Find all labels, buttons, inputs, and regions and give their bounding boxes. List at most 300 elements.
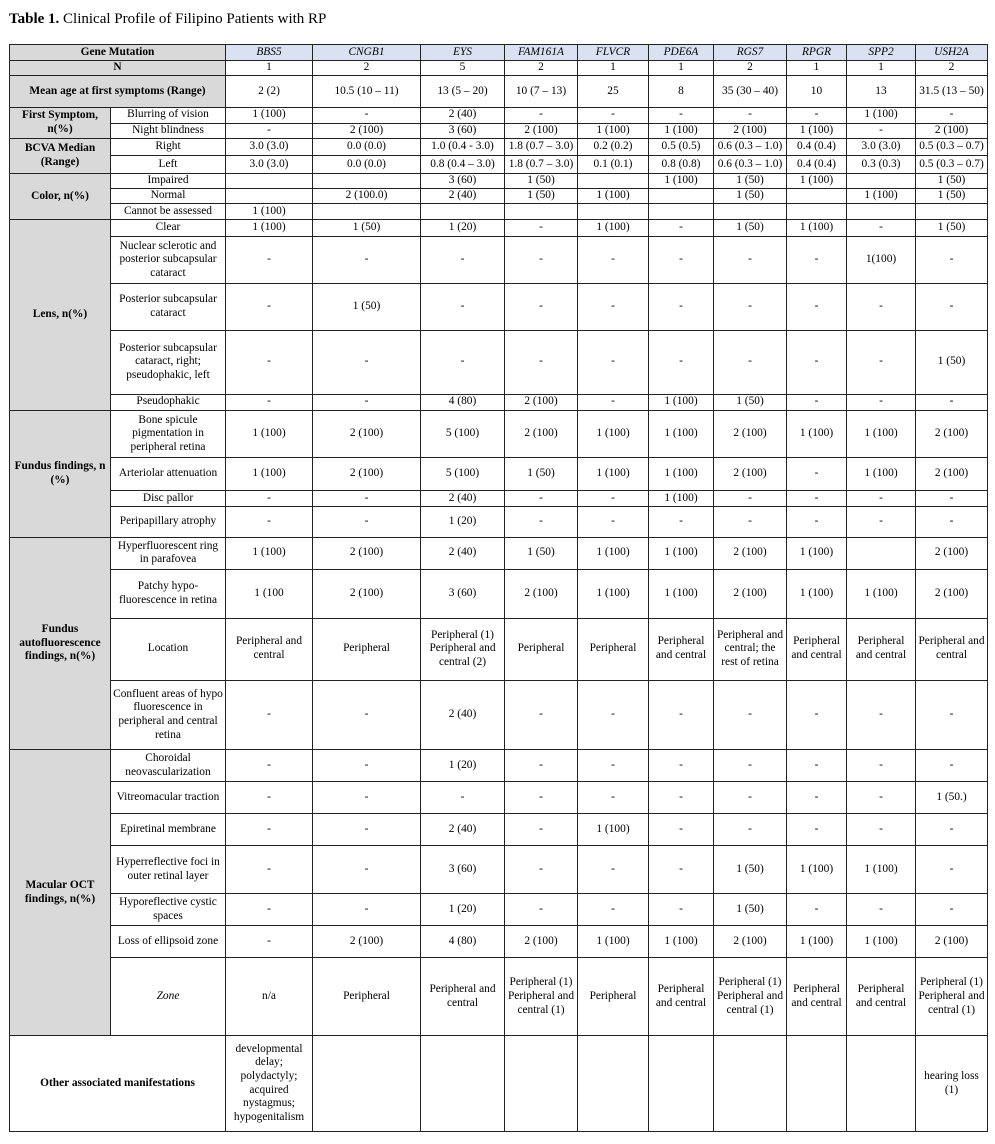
table-cell: - (578, 781, 649, 813)
table-cell: 1 (100) (649, 490, 714, 506)
table-row (10, 220, 988, 237)
row-label-cannot-be-assessed: Cannot be assessed (111, 203, 226, 219)
table-cell: 1 (100) (649, 410, 714, 458)
table-cell: 2 (100) (916, 123, 988, 138)
table-cell: - (313, 750, 421, 781)
table-cell (505, 1036, 578, 1132)
row-label-vitreomacular-traction: Vitreomacular traction (111, 781, 226, 813)
table-cell: - (313, 394, 421, 410)
table-cell: - (787, 458, 847, 490)
table-cell (787, 203, 847, 219)
table-cell: 1 (100) (226, 203, 313, 219)
table-cell: - (505, 220, 578, 237)
table-cell: 1 (50) (714, 394, 787, 410)
table-cell: Peripheral (505, 618, 578, 680)
table-cell: 2 (40) (421, 680, 505, 750)
table-cell (649, 1036, 714, 1132)
table-cell: - (505, 490, 578, 506)
table-cell: 2 (40) (421, 107, 505, 123)
table-cell: - (505, 781, 578, 813)
table-cell: - (578, 237, 649, 284)
table-caption (9, 11, 326, 28)
table-cell: 2 (40) (421, 188, 505, 203)
table-cell: - (847, 781, 916, 813)
table-cell: - (916, 490, 988, 506)
row-label-peripapillary-atrophy: Peripapillary atrophy (111, 507, 226, 537)
table-cell: 1 (20) (421, 894, 505, 925)
table-cell: 2 (100) (916, 925, 988, 957)
table-cell: 1 (100) (787, 173, 847, 188)
table-cell: Peripheral (1) Peripheral and central (2) (421, 618, 505, 680)
table-cell (313, 1036, 421, 1132)
table-cell (649, 188, 714, 203)
table-cell: - (649, 781, 714, 813)
table-cell: 2 (505, 61, 578, 76)
table-cell: - (714, 284, 787, 331)
table-row (10, 237, 988, 284)
table-cell: - (847, 507, 916, 537)
row-label-posterior-subcapsular-cataract: Posterior subcapsular cataract (111, 284, 226, 331)
table-cell: - (313, 490, 421, 506)
table-cell: - (421, 330, 505, 394)
table-cell: - (649, 237, 714, 284)
table-cell (847, 203, 916, 219)
table-cell: 2 (100) (916, 569, 988, 618)
table-cell: 0.5 (0.3 – 0.7) (916, 139, 988, 156)
table-row (10, 814, 988, 845)
group-label-first-symptom-n: First Symptom, n(%) (10, 107, 111, 138)
row-label-patchy-hypo-fluorescence-in-retina: Patchy hypo-fluorescence in retina (111, 569, 226, 618)
table-cell: - (649, 507, 714, 537)
table-cell: 5 (100) (421, 410, 505, 458)
table-cell: Peripheral (1) Peripheral and central (1) (916, 958, 988, 1036)
table-cell: 1 (50) (313, 284, 421, 331)
table-cell: - (847, 894, 916, 925)
table-cell: 3 (60) (421, 123, 505, 138)
table-cell (787, 1036, 847, 1132)
table-cell (421, 1036, 505, 1132)
table-cell: 0.8 (0.8) (649, 156, 714, 173)
table-cell: 1 (226, 61, 313, 76)
group-label-fundus-findings-n: Fundus findings, n (%) (10, 410, 111, 537)
table-cell: 3 (60) (421, 569, 505, 618)
table-cell: 2 (100) (505, 123, 578, 138)
table-cell: 1 (100) (649, 394, 714, 410)
table-cell: 3.0 (3.0) (847, 139, 916, 156)
table-cell: - (226, 284, 313, 331)
table-cell: 1 (100) (649, 569, 714, 618)
table-cell: - (313, 845, 421, 894)
table-cell: - (578, 680, 649, 750)
table-cell: - (421, 781, 505, 813)
table-cell: - (714, 750, 787, 781)
table-cell: - (714, 507, 787, 537)
table-cell (313, 203, 421, 219)
table-cell: - (787, 894, 847, 925)
table-cell: 2 (100) (916, 458, 988, 490)
group-label-lens-n: Lens, n(%) (10, 220, 111, 411)
table-cell (847, 173, 916, 188)
table-cell (578, 1036, 649, 1132)
table-cell: - (578, 894, 649, 925)
table-cell: - (226, 507, 313, 537)
table-cell: 1 (100) (787, 569, 847, 618)
table-cell: 2 (2) (226, 76, 313, 107)
table-cell: 2 (100) (916, 537, 988, 569)
table-cell: 1.8 (0.7 – 3.0) (505, 156, 578, 173)
table-cell: - (226, 925, 313, 957)
table-cell: - (787, 237, 847, 284)
table-cell: 2 (100.0) (313, 188, 421, 203)
table-cell: 2 (40) (421, 814, 505, 845)
table-cell: 2 (100) (714, 123, 787, 138)
table-cell: - (578, 750, 649, 781)
table-cell: - (649, 330, 714, 394)
table-cell: Peripheral (578, 618, 649, 680)
table-cell: - (714, 814, 787, 845)
table-cell: - (313, 237, 421, 284)
gene-mutation-header: Gene Mutation (10, 45, 226, 61)
table-cell: - (847, 490, 916, 506)
table-row (10, 139, 988, 156)
table-cell: - (916, 750, 988, 781)
gene-header: SPP2 (847, 45, 916, 61)
table-cell: - (226, 330, 313, 394)
table-cell: 1 (100) (578, 537, 649, 569)
group-label-color-n: Color, n(%) (10, 173, 111, 220)
row-label-nuclear-sclerotic-and-posterior-subcapsular-cataract: Nuclear sclerotic and posterior subcapsular cataract (111, 237, 226, 284)
table-cell (714, 1036, 787, 1132)
table-caption-text: Clinical Profile of Filipino Patients with RP (59, 11, 327, 27)
row-label-loss-of-ellipsoid-zone: Loss of ellipsoid zone (111, 925, 226, 957)
table-cell: Peripheral and central (916, 618, 988, 680)
table-row (10, 781, 988, 813)
table-cell: 4 (80) (421, 925, 505, 957)
table-cell: Peripheral and central (649, 958, 714, 1036)
gene-header: RPGR (787, 45, 847, 61)
table-cell: 1 (100) (649, 173, 714, 188)
table-cell: 35 (30 – 40) (714, 76, 787, 107)
table-cell: - (847, 394, 916, 410)
table-cell: 3.0 (3.0) (226, 156, 313, 173)
table-cell: 2 (100) (313, 458, 421, 490)
group-label-fundus-autofluorescence-findings-n: Fundus autofluorescence findings, n(%) (10, 537, 111, 750)
table-cell: 2 (714, 61, 787, 76)
table-cell: - (649, 220, 714, 237)
table-cell: 1 (100) (847, 569, 916, 618)
table-cell: - (226, 680, 313, 750)
table-cell: - (505, 330, 578, 394)
table-cell: 1 (50) (505, 173, 578, 188)
table-row (10, 845, 988, 894)
table-cell: - (505, 750, 578, 781)
table-caption-label: Table 1. (9, 11, 60, 27)
table-cell: 1 (100) (226, 458, 313, 490)
table-cell: - (226, 237, 313, 284)
table-cell: 1 (50) (916, 173, 988, 188)
row-label-bone-spicule-pigmentation-in-peripheral-retina: Bone spicule pigmentation in peripheral retina (111, 410, 226, 458)
table-cell: 1 (100) (847, 410, 916, 458)
table-cell: 8 (649, 76, 714, 107)
table-cell: 2 (100) (505, 925, 578, 957)
table-cell (787, 188, 847, 203)
table-cell (226, 188, 313, 203)
table-cell: - (916, 284, 988, 331)
table-cell (313, 173, 421, 188)
group-label-bcva-median-range: BCVA Median (Range) (10, 139, 111, 173)
table-cell: - (916, 845, 988, 894)
table-cell: Peripheral and central (787, 958, 847, 1036)
table-cell: 2 (100) (313, 569, 421, 618)
table-cell: 2 (916, 61, 988, 76)
table-cell: 1 (100) (226, 410, 313, 458)
table-row (10, 203, 988, 219)
table-cell: 1 (100) (649, 123, 714, 138)
table-cell: 25 (578, 76, 649, 107)
table-cell: - (847, 680, 916, 750)
table-cell: 1 (50) (313, 220, 421, 237)
table-cell (421, 203, 505, 219)
table-cell: - (578, 845, 649, 894)
table-cell: - (313, 507, 421, 537)
table-cell: 1 (50) (505, 188, 578, 203)
row-label-hyporeflective-cystic-spaces: Hyporeflective cystic spaces (111, 894, 226, 925)
table-cell: - (916, 507, 988, 537)
table-body (10, 61, 988, 1132)
table-cell: 0.5 (0.5) (649, 139, 714, 156)
table-row (10, 925, 988, 957)
n-row (10, 61, 988, 76)
row-label-hyperfluorescent-ring-in-parafovea: Hyperfluorescent ring in parafovea (111, 537, 226, 569)
table-cell: 1 (100) (787, 925, 847, 957)
table-cell: 1 (20) (421, 220, 505, 237)
table-cell: - (916, 394, 988, 410)
table-cell: Peripheral (313, 958, 421, 1036)
table-cell: 2 (100) (714, 458, 787, 490)
table-cell: - (714, 680, 787, 750)
table-row (10, 618, 988, 680)
table-cell: 3 (60) (421, 173, 505, 188)
table-cell: - (578, 330, 649, 394)
table-cell: - (505, 507, 578, 537)
table-cell: 1 (100) (578, 925, 649, 957)
table-cell: - (714, 107, 787, 123)
table-cell: 1 (100) (226, 107, 313, 123)
row-label-arteriolar-attenuation: Arteriolar attenuation (111, 458, 226, 490)
table-cell: - (787, 394, 847, 410)
table-cell: - (787, 284, 847, 331)
table-cell (847, 537, 916, 569)
table-cell: - (505, 894, 578, 925)
table-cell: - (505, 237, 578, 284)
table-cell: 2 (100) (714, 569, 787, 618)
table-cell: - (714, 490, 787, 506)
table-cell: 1 (50) (916, 330, 988, 394)
table-cell: Peripheral (313, 618, 421, 680)
table-row (10, 458, 988, 490)
table-cell: - (313, 107, 421, 123)
table-cell: 2 (100) (505, 410, 578, 458)
table-cell: 1 (100) (847, 458, 916, 490)
table-cell: - (226, 814, 313, 845)
table-cell: 2 (100) (714, 537, 787, 569)
table-cell: 1 (50) (505, 458, 578, 490)
table-cell: - (313, 330, 421, 394)
table-cell: - (313, 680, 421, 750)
table-cell: 1 (100) (787, 220, 847, 237)
table-cell: 4 (80) (421, 394, 505, 410)
table-cell: - (313, 814, 421, 845)
table-cell: - (787, 814, 847, 845)
table-cell: - (714, 237, 787, 284)
table-cell: 1 (100) (847, 925, 916, 957)
table-cell: - (313, 781, 421, 813)
table-cell: Peripheral (578, 958, 649, 1036)
table-cell (714, 203, 787, 219)
table-row (10, 156, 988, 173)
table-cell: - (578, 284, 649, 331)
table-cell: 10 (7 – 13) (505, 76, 578, 107)
table-row (10, 958, 988, 1036)
table-cell: 1 (100) (578, 814, 649, 845)
table-cell: 1 (50.) (916, 781, 988, 813)
table-row (10, 894, 988, 925)
table-cell: 2 (313, 61, 421, 76)
table-cell (578, 203, 649, 219)
row-label-posterior-subcapsular-cataract-right-pseudophakic-left: Posterior subcapsular cataract, right; pseudophakic, left (111, 330, 226, 394)
table-cell: Peripheral and central (649, 618, 714, 680)
table-cell: 2 (100) (313, 410, 421, 458)
table-cell: 1 (787, 61, 847, 76)
table-cell: - (787, 781, 847, 813)
table-cell: - (787, 490, 847, 506)
gene-header: EYS (421, 45, 505, 61)
table-cell: 5 (100) (421, 458, 505, 490)
table-cell: - (714, 330, 787, 394)
table-cell: 0.0 (0.0) (313, 139, 421, 156)
table-cell (649, 203, 714, 219)
table-cell: - (649, 845, 714, 894)
n-label: N (10, 61, 226, 76)
table-cell: 2 (40) (421, 490, 505, 506)
table-cell: 2 (100) (714, 410, 787, 458)
table-cell: 2 (100) (313, 537, 421, 569)
row-label-hyperreflective-foci-in-outer-retinal-layer: Hyperreflective foci in outer retinal layer (111, 845, 226, 894)
table-row (10, 330, 988, 394)
table-cell: - (421, 237, 505, 284)
table-cell: 0.8 (0.4 – 3.0) (421, 156, 505, 173)
table-row (10, 1036, 988, 1132)
table-cell: - (226, 394, 313, 410)
table-row (10, 284, 988, 331)
table-cell: - (578, 107, 649, 123)
table-cell: 1 (649, 61, 714, 76)
table-cell: 1 (100) (787, 537, 847, 569)
row-label-clear: Clear (111, 220, 226, 237)
group-label-macular-oct-findings-n: Macular OCT findings, n(%) (10, 750, 111, 1036)
table-cell: - (787, 507, 847, 537)
table-row (10, 569, 988, 618)
table-cell: 13 (5 – 20) (421, 76, 505, 107)
table-cell: - (847, 284, 916, 331)
table-cell: 0.3 (0.3) (847, 156, 916, 173)
table-cell: - (505, 814, 578, 845)
table-cell: 2 (100) (714, 925, 787, 957)
row-label-confluent-areas-of-hypo-fluorescence-in-peripheral-and-central-retina: Confluent areas of hypo fluorescence in peripheral and central retina (111, 680, 226, 750)
table-cell: 1 (100) (578, 410, 649, 458)
table-cell: 1 (100 (226, 569, 313, 618)
table-cell: 1 (100) (847, 107, 916, 123)
table-cell: - (916, 894, 988, 925)
table-cell: - (649, 894, 714, 925)
table-cell: Peripheral and central (226, 618, 313, 680)
table-cell: 1 (100) (649, 925, 714, 957)
table-cell: - (847, 814, 916, 845)
gene-header: FLVCR (578, 45, 649, 61)
table-cell: - (787, 680, 847, 750)
table-cell: 2 (100) (313, 123, 421, 138)
table-cell: 0.0 (0.0) (313, 156, 421, 173)
table-cell: 1 (20) (421, 507, 505, 537)
table-cell: 1 (100) (787, 123, 847, 138)
table-cell: - (916, 680, 988, 750)
table-row (10, 394, 988, 410)
table-cell: 1 (100) (578, 569, 649, 618)
group-label-mean-age-at-first-symptoms-range: Mean age at first symptoms (Range) (10, 76, 226, 107)
table-cell: hearing loss (1) (916, 1036, 988, 1132)
table-cell: 3 (60) (421, 845, 505, 894)
row-label-normal: Normal (111, 188, 226, 203)
table-cell: 10.5 (10 – 11) (313, 76, 421, 107)
table-cell: Peripheral and central (421, 958, 505, 1036)
table-cell: Peripheral and central (847, 958, 916, 1036)
table-cell: - (505, 107, 578, 123)
table-cell (226, 173, 313, 188)
table-row (10, 750, 988, 781)
table-cell: Peripheral and central (787, 618, 847, 680)
table-cell: 0.6 (0.3 – 1.0) (714, 139, 787, 156)
gene-header: PDE6A (649, 45, 714, 61)
table-cell: 2 (100) (505, 394, 578, 410)
table-cell: 1 (100) (226, 220, 313, 237)
table-cell: 2 (100) (916, 410, 988, 458)
table-row (10, 76, 988, 107)
table-row (10, 490, 988, 506)
table-cell: 1.8 (0.7 – 3.0) (505, 139, 578, 156)
table-cell: 1 (50) (505, 537, 578, 569)
group-label-other-associated-manifestations: Other associated manifestations (10, 1036, 226, 1132)
table-cell (578, 173, 649, 188)
table-cell: - (578, 394, 649, 410)
table-cell: - (421, 284, 505, 331)
table-cell: developmental delay; polydactyly; acquired nystagmus; hypogenitalism (226, 1036, 313, 1132)
table-cell: - (649, 284, 714, 331)
table-cell: - (714, 781, 787, 813)
row-label-disc-pallor: Disc pallor (111, 490, 226, 506)
table-cell: - (649, 107, 714, 123)
row-label-choroidal-neovascularization: Choroidal neovascularization (111, 750, 226, 781)
table-cell: - (787, 330, 847, 394)
table-cell: 13 (847, 76, 916, 107)
gene-header-row (10, 45, 988, 61)
table-cell: 1(100) (847, 237, 916, 284)
table-row (10, 410, 988, 458)
table-cell: Peripheral (1) Peripheral and central (1) (505, 958, 578, 1036)
table-cell: - (847, 330, 916, 394)
table-cell: Peripheral and central; the rest of retina (714, 618, 787, 680)
table-cell: - (226, 750, 313, 781)
table-cell: - (649, 680, 714, 750)
